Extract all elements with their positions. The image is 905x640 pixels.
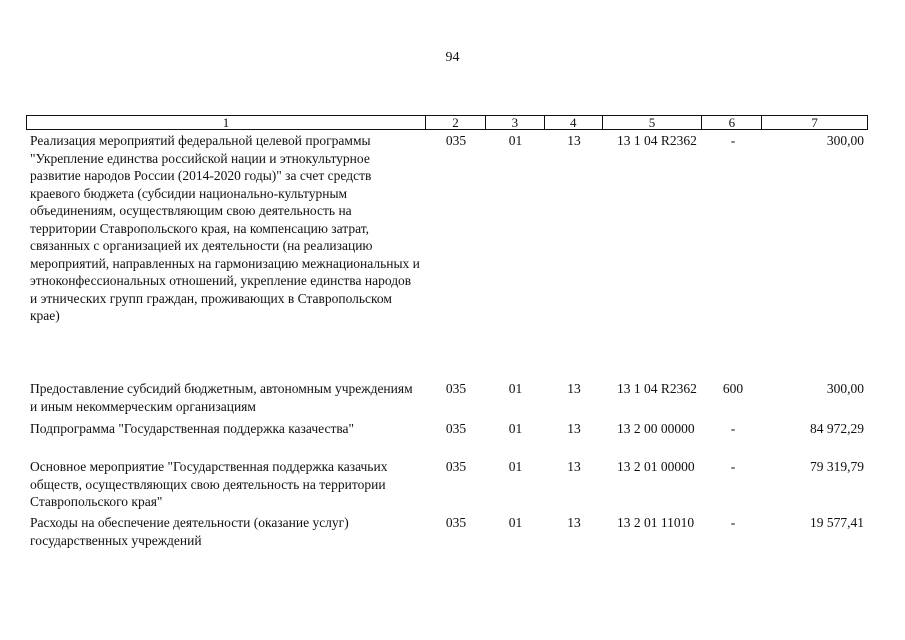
table-row	[26, 458, 868, 511]
table-row	[26, 514, 868, 549]
row-col-5: 13 2 01 00000	[617, 459, 695, 474]
page-number: 94	[445, 50, 460, 65]
header-col-5: 5	[603, 116, 703, 129]
row-col-3: 01	[508, 459, 523, 474]
row-col-5: 13 2 00 00000	[617, 421, 695, 436]
row-col-7: 300,00	[826, 381, 864, 396]
table-row	[26, 132, 868, 325]
row-col-7: 19 577,41	[810, 515, 864, 530]
header-col-3: 3	[486, 116, 545, 129]
row-col-2: 035	[445, 515, 467, 530]
row-col-4: 13	[567, 459, 581, 474]
header-col-1: 1	[27, 116, 426, 129]
row-col-4: 13	[567, 515, 581, 530]
row-col-3: 01	[508, 381, 523, 396]
header-col-2: 2	[426, 116, 486, 129]
row-col-2: 035	[445, 421, 467, 436]
row-col-5: 13 2 01 11010	[617, 515, 695, 530]
row-description: Расходы на обеспечение деятельности (оказание услуг) государственных учреждений	[30, 515, 349, 548]
row-col-2: 035	[445, 133, 467, 148]
row-description: Подпрограмма "Государственная поддержка казачества"	[30, 421, 355, 436]
table-row	[26, 380, 868, 415]
row-col-6: -	[730, 133, 736, 148]
row-col-6: -	[730, 515, 736, 530]
row-col-7: 300,00	[826, 133, 864, 148]
header-col-7: 7	[811, 115, 818, 130]
row-col-4: 13	[567, 381, 581, 396]
row-col-5: 13 1 04 R2362	[617, 133, 697, 148]
header-col-4: 4	[545, 116, 603, 129]
row-col-4: 13	[567, 133, 581, 148]
row-description: Предоставление субсидий бюджетным, автономным учреждениям и иным некоммерческим организациям	[30, 381, 413, 414]
row-description: Реализация мероприятий федеральной целевой программы "Укрепление единства российской нации и этнокультурное развитие народов России (2014-2020 годы)" за счет средств краевого бюджета (субсидии национально-культурным объединениям, осуществляющим свою деятельность на территории Ставропольского края, на компенсацию затрат, связанных с организацией их деятельности (на реализацию мероприятий, направленных на гармонизацию межнациональных и этноконфессиональных отношений, укрепление единства народов и этнических групп граждан, проживающих в Ставропольском крае)	[30, 133, 420, 323]
row-col-7: 84 972,29	[810, 421, 864, 436]
row-col-6: 600	[722, 381, 744, 396]
row-col-4: 13	[567, 421, 581, 436]
row-description: Основное мероприятие "Государственная поддержка казачьих обществ, осуществляющих свою деятельность на территории Ставропольского края"	[30, 459, 388, 509]
header-col-6: 6	[702, 116, 762, 129]
row-col-7: 79 319,79	[810, 459, 864, 474]
row-col-3: 01	[508, 421, 523, 436]
row-col-6: -	[730, 459, 736, 474]
row-col-2: 035	[445, 459, 467, 474]
row-col-5: 13 1 04 R2362	[617, 381, 697, 396]
table-header	[26, 115, 868, 130]
row-col-6: -	[730, 421, 736, 436]
row-col-3: 01	[508, 133, 523, 148]
table-row	[26, 420, 868, 438]
row-col-3: 01	[508, 515, 523, 530]
row-col-2: 035	[445, 381, 467, 396]
